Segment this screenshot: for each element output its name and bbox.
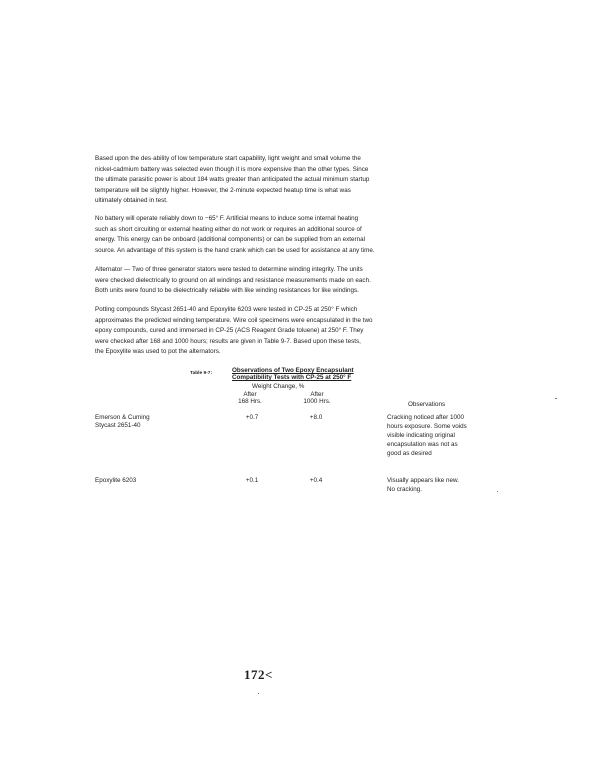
text-line: epoxy compounds, cured and immersed in CP-25 (ACS Reagent Grade toluene) at 250° F. They	[95, 327, 364, 335]
col-observations-header: Observations	[408, 401, 446, 408]
scan-speck	[497, 491, 498, 492]
row-after-1000: +8.0	[309, 414, 323, 421]
text-line: were checked after 168 and 1000 hours; results are given in Table 9-7. Based upon these tests,	[95, 337, 361, 345]
paragraph-battery-selection	[95, 154, 515, 207]
page-number: 172<	[244, 667, 273, 682]
paragraph-alternator	[95, 265, 515, 297]
table-title-line1: Observations of Two Epoxy Encapsulant	[232, 367, 354, 374]
text-line: the ultimate parasitic power is about 184 watts greater than anticipated the actual minimum startup	[95, 176, 370, 184]
row-name-line1: Emerson & Cuming	[95, 414, 150, 421]
text-line: No battery will operate reliably down to −65° F. Artificial means to induce some internal heating	[95, 215, 359, 222]
row-observation-line: No cracking.	[387, 486, 422, 493]
row-observation-line: encapsulation was not as	[387, 441, 458, 448]
text-line: Potting compounds Stycast 2651-40 and Epoxylite 6203 were tested in CP-25 at 250° F which	[95, 306, 358, 313]
paragraph-potting-compounds	[95, 305, 515, 358]
text-line: nickel-cadmium battery was selected even though it is more expensive than the other types. Since	[95, 165, 369, 173]
row-observation-line: Visually appears like new.	[387, 477, 459, 484]
scan-speck	[555, 398, 557, 399]
text-line: source. An advantage of this system is the hand crank which can be used for assistance at any time.	[95, 246, 375, 254]
table-title-line2: Compatibility Tests with CP-25 at 250° F	[232, 374, 352, 381]
text-line: were checked dielectrically to ground on all windings and resistance measurements made on each.	[95, 276, 371, 284]
text-line: Based upon the des·ability of low temperature start capability, light weight and small volume the	[95, 155, 361, 162]
row-observation-line: Cracking noticed after 1000	[387, 414, 465, 421]
table-label: Table 9-7:	[190, 371, 213, 376]
paragraph-battery-low-temp	[95, 214, 515, 256]
scan-speck	[258, 693, 259, 694]
row-after-1000: +0.4	[309, 477, 323, 484]
col-168-header-line1: After	[243, 391, 257, 398]
col-1000-header-line1: After	[310, 391, 324, 398]
text-line: approximates the predicted winding temperature. Wire coil specimens were encapsulated in the two	[95, 316, 373, 324]
row-name-line2: Stycast 2651-40	[95, 422, 141, 429]
row-observation-line: good as desired	[387, 450, 432, 457]
col-1000-header-line2: 1000 Hrs.	[303, 398, 331, 405]
row-observation-line: hours exposure. Some voids	[387, 423, 467, 430]
text-line: ultimately obtained in test.	[95, 197, 168, 205]
text-line: energy. This energy can be onboard (additional components) or can be supplied from an external	[95, 236, 365, 244]
text-line: temperature will be slightly higher. However, the 2-minute expected heatup time is what was	[95, 186, 351, 194]
row-observation-line: visible indicating original	[387, 432, 455, 439]
text-line: Both units were found to be dielectrically reliable with like winding resistances for like windings.	[95, 287, 359, 295]
col-168-header-line2: 168 Hrs.	[238, 398, 262, 405]
row-after-168: +0.1	[245, 477, 259, 484]
text-line: such as short circuiting or external heating either do not work or requires an additional source of	[95, 225, 362, 233]
weight-change-header: Weight Change, %	[252, 383, 305, 390]
text-line: the Epoxylite was used to pot the alternators.	[95, 348, 221, 356]
row-after-168: +0.7	[245, 414, 259, 421]
row-name-line1: Epoxylite 6203	[95, 477, 137, 484]
text-line: Alternator — Two of three generator stators were tested to determine winding integrity. The units	[95, 266, 363, 273]
